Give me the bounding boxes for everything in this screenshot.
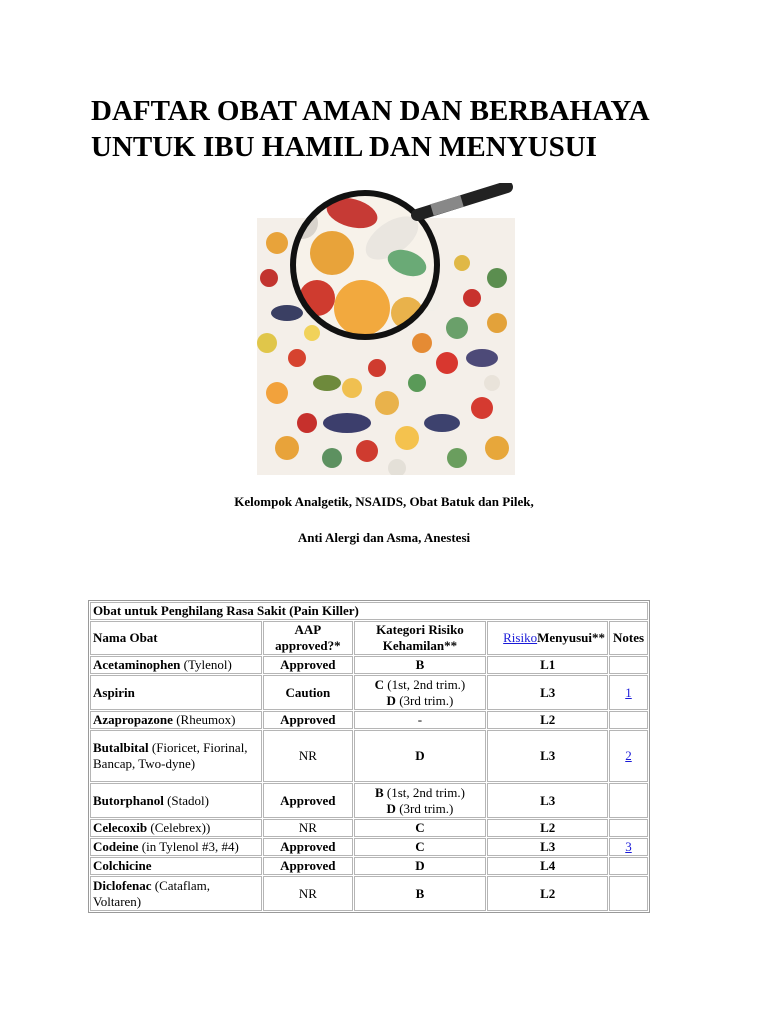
table-row — [90, 711, 648, 729]
category-letter: B — [415, 657, 425, 672]
table-caption: Obat untuk Penghilang Rasa Sakit (Pain Killer) — [90, 602, 648, 620]
pregnancy-category — [354, 783, 487, 818]
lactation-risk: L3 — [487, 838, 608, 856]
notes-cell — [609, 675, 648, 710]
drug-name-cell — [90, 819, 262, 837]
drug-name-cell — [90, 730, 262, 782]
aap-status: Approved — [263, 783, 352, 818]
pregnancy-category — [354, 819, 487, 837]
aap-status: NR — [263, 819, 352, 837]
pregnancy-category — [354, 675, 487, 710]
table-row — [90, 838, 648, 856]
drug-name: Acetaminophen — [93, 657, 181, 672]
pregnancy-category — [354, 838, 487, 856]
notes-cell — [609, 857, 648, 875]
notes-cell — [609, 876, 648, 911]
category-letter: C — [415, 839, 425, 854]
pregnancy-category — [354, 656, 487, 674]
drug-name: Codeine — [93, 839, 139, 854]
drug-name-cell — [90, 711, 262, 729]
notes-cell — [609, 730, 648, 782]
drug-name: Celecoxib — [93, 820, 148, 835]
pregnancy-category — [354, 730, 487, 782]
header-notes: Notes — [609, 621, 648, 655]
pregnancy-category — [354, 876, 487, 911]
drug-name-cell — [90, 656, 262, 674]
drug-name: Azapropazone — [93, 712, 173, 727]
category-trimester: (1st, 2nd trim.) — [383, 784, 465, 800]
subtitle-line-2: Anti Alergi dan Asma, Anestesi — [297, 530, 471, 545]
header-aap: AAP approved?* — [263, 621, 352, 655]
table-row — [90, 656, 648, 674]
drug-brand-names: (Stadol) — [163, 792, 209, 808]
lactation-risk: L3 — [487, 783, 608, 818]
category-letter: - — [417, 712, 423, 727]
aap-status: Approved — [263, 711, 352, 729]
drug-name: Butalbital — [93, 740, 149, 755]
drug-brand-names: (in Tylenol #3, #4) — [138, 839, 239, 854]
table-row — [90, 876, 648, 911]
table-row — [90, 819, 648, 837]
notes-cell — [609, 656, 648, 674]
subtitle-line-1: Kelompok Analgetik, NSAIDS, Obat Batuk dan Pilek, — [234, 494, 534, 509]
aap-status: NR — [263, 876, 352, 911]
drug-name: Diclofenac — [93, 877, 152, 893]
notes-cell — [609, 711, 648, 729]
drug-name: Aspirin — [93, 684, 135, 700]
aap-status: Approved — [263, 838, 352, 856]
drug-brand-names: (Tylenol) — [180, 657, 232, 672]
aap-status: Caution — [263, 675, 352, 710]
category-trimester: (1st, 2nd trim.) — [384, 676, 466, 692]
notes-cell — [609, 783, 648, 818]
drug-name-cell — [90, 838, 262, 856]
lactation-risk: L3 — [487, 675, 608, 710]
category-letter: D — [415, 858, 425, 873]
header-risiko-label: Menyusui** — [537, 630, 606, 645]
notes-cell — [609, 838, 648, 856]
pills-magnifier-image — [257, 183, 515, 475]
drug-name-cell — [90, 876, 262, 911]
lactation-risk: L3 — [487, 730, 608, 782]
table-row — [90, 730, 648, 782]
drug-name-cell — [90, 783, 262, 818]
drug-name-cell — [90, 857, 262, 875]
notes-cell — [609, 819, 648, 837]
table-row — [90, 783, 648, 818]
drug-brand-names: (Cataflam, Voltaren) — [93, 877, 210, 909]
header-kategori: Kategori Risiko Kehamilan** — [354, 621, 487, 655]
note-link[interactable]: 2 — [625, 748, 632, 763]
note-link[interactable]: 1 — [625, 684, 632, 700]
drug-name: Butorphanol — [93, 792, 164, 808]
drug-name-cell — [90, 675, 262, 710]
aap-status: NR — [263, 730, 352, 782]
header-risiko — [487, 621, 608, 655]
lactation-risk: L2 — [487, 819, 608, 837]
drug-brand-names: (Fioricet, Fiorinal, Bancap, Two-dyne) — [93, 740, 248, 771]
risiko-link[interactable]: Risiko — [503, 630, 538, 645]
pregnancy-category — [354, 857, 487, 875]
lactation-risk: L2 — [487, 711, 608, 729]
drug-brand-names: (Rheumox) — [172, 712, 236, 727]
category-letter: D — [386, 692, 396, 708]
category-trimester: (3rd trim.) — [395, 692, 454, 708]
lactation-risk: L2 — [487, 876, 608, 911]
drug-name: Colchicine — [93, 858, 152, 873]
lactation-risk: L4 — [487, 857, 608, 875]
aap-status: Approved — [263, 656, 352, 674]
header-name: Nama Obat — [90, 621, 262, 655]
category-letter: C — [374, 676, 385, 692]
pain-killer-table — [88, 600, 650, 913]
document-title: DAFTAR OBAT AMAN DAN BERBAHAYA UNTUK IBU HAMIL DAN MENYUSUI — [91, 95, 648, 163]
drug-brand-names: (Celebrex)) — [147, 820, 211, 835]
aap-status: Approved — [263, 857, 352, 875]
category-letter: D — [415, 748, 425, 763]
category-letter: D — [386, 800, 396, 816]
table-row — [90, 857, 648, 875]
lactation-risk: L1 — [487, 656, 608, 674]
category-letter: B — [415, 885, 425, 901]
note-link[interactable]: 3 — [625, 839, 632, 854]
category-trimester: (3rd trim.) — [395, 800, 454, 816]
category-letter: C — [415, 820, 425, 835]
category-letter: B — [374, 784, 384, 800]
table-row — [90, 675, 648, 710]
pregnancy-category — [354, 711, 487, 729]
table-header-row — [90, 621, 648, 655]
